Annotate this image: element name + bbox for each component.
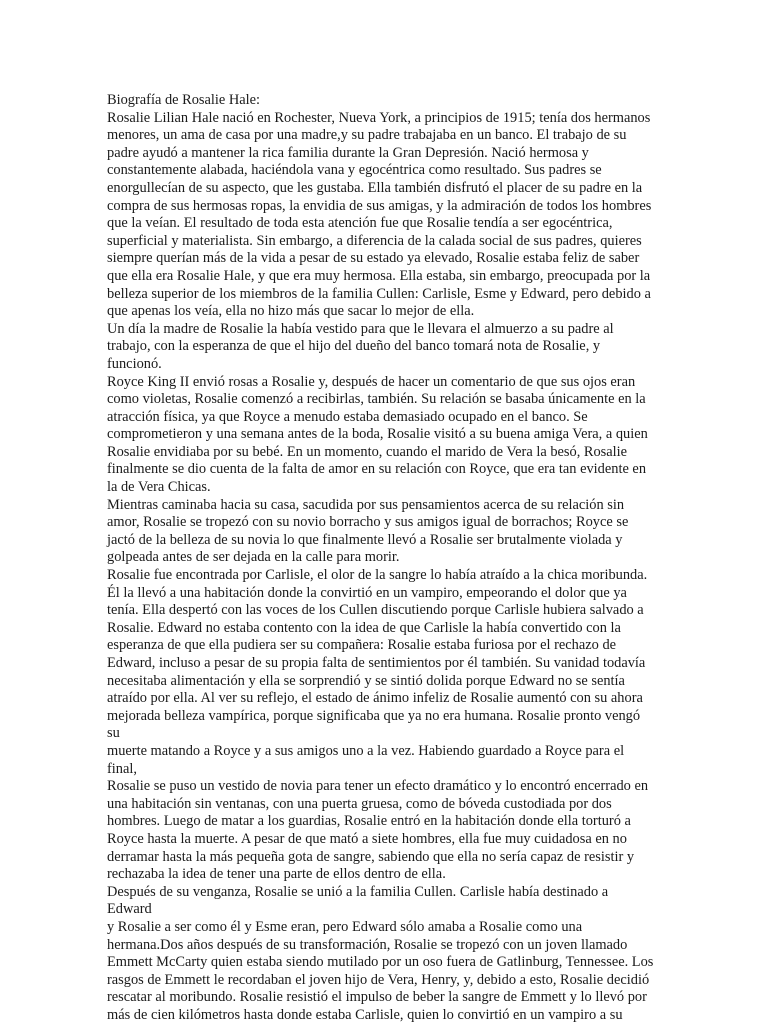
paragraph-1: Rosalie Lilian Hale nació en Rochester, Nueva York, a principios de 1915; tenía dos hermanos menores, un ama de casa por una madre,y su padre trabajaba en un banco. El trabajo de su padre ayudó a mantener la rica familia durante la Gran Depresión. Nació hermosa y constantemente alabada, haciéndola vana y egocéntrica como resultado. Sus padres se enorgullecían de su aspecto, que les gustaba. Ella también disfrutó el placer de su padre en la compra de sus hermosas ropas, la envidia de sus amigas, y la admiración de todos los hombres que la veían. El resultado de toda esta atención fue que Rosalie tendía a ser egocéntrica, superficial y materialista. Sin embargo, a diferencia de la calada social de sus padres, quieres siempre querían más de la vida a pesar de su estado ya elevado, Rosalie estaba feliz de saber que ella era Rosalie Hale, y que era muy hermosa. Ella estaba, sin embargo, preocupada por la belleza superior de los miembros de la familia Cullen: Carlisle, Esme y Edward, pero debido a que apenas los veía, ella no hizo más que sacar lo mejor de ella.	[107, 109, 652, 320]
paragraph-4: Rosalie fue encontrada por Carlisle, el olor de la sangre lo había atraído a la chica moribunda. Él la llevó a una habitación donde la convirtió en un vampiro, empeorando el dolor que ya tenía. Ella despertó con las voces de los Cullen discutiendo porque Carlisle hubiera salvado a Rosalie. Edward no estaba contento con la idea de que Carlisle la había convertido con la esperanza de que ella pudiera ser su compañera: Rosalie estaba furiosa por el rechazo de Edward, incluso a pesar de su propia falta de sentimientos por él también. Su vanidad todavía necesitaba alimentación y ella se sorprendió y se sintió dolida porque Edward no se sentía atraído por ella. Al ver su reflejo, el estado de ánimo infeliz de Rosalie aumentó con su ahora mejorada belleza vampírica, porque significaba que ya no era humana. Rosalie pronto vengó su muerte matando a Royce y a sus amigos uno a la vez. Habiendo guardado a Royce para el final, Rosalie se puso un vestido de novia para tener un efecto dramático y lo encontró encerrado en una habitación sin ventanas, con una puerta gruesa, como de bóveda custodiada por dos hombres. Luego de matar a los guardias, Rosalie entró en la habitación donde ella torturó a Royce hasta la muerte. A pesar de que mató a siete hombres, ella fue muy cuidadosa en no derramar hasta la más pequeña gota de sangre, sabiendo que ella no sería capaz de resistir y rechazaba la idea de tener una parte de ellos dentro de ella.	[107, 567, 649, 883]
paragraph-3: Mientras caminaba hacia su casa, sacudida por sus pensamientos acerca de su relación sin amor, Rosalie se tropezó con su novio borracho y sus amigos igual de borrachos; Royce se jactó de la belleza de su novia lo que finalmente llevó a Rosalie ser brutalmente violada y golpeada antes de ser dejada en la calle para morir.	[107, 496, 629, 566]
document-body	[107, 92, 655, 1024]
document-title: Biografía de Rosalie Hale:	[107, 92, 261, 108]
paragraph-5: Después de su venganza, Rosalie se unió a la familia Cullen. Carlisle había destinado a Edward y Rosalie a ser como él y Esme eran, pero Edward sólo amaba a Rosalie como una hermana.Dos años después de su transformación, Rosalie se tropezó con un joven llamado Emmett McCarty quien estaba siendo mutilado por un oso fuera de Gatlinburg, Tennessee. Los rasgos de Emmett le recordaban el joven hijo de Vera, Henry, y, debido a esto, Rosalie decidió rescatar al moribundo. Rosalie resistió el impulso de beber la sangre de Emmett y lo llevó por más de cien kilómetros hasta donde estaba Carlisle, quien lo convirtió en un vampiro a su	[107, 883, 654, 1023]
paragraph-2: Un día la madre de Rosalie la había vestido para que le llevara el almuerzo a su padre al trabajo, con la esperanza de que el hijo del dueño del banco tomará nota de Rosalie, y funcionó. Royce King II envió rosas a Rosalie y, después de hacer un comentario de que sus ojos eran como violetas, Rosalie comenzó a recibirlas, también. Su relación se basaba únicamente en la atracción física, ya que Royce a menudo estaba demasiado ocupado en el banco. Se comprometieron y una semana antes de la boda, Rosalie visitó a su buena amiga Vera, a quien Rosalie envidiaba por su bebé. En un momento, cuando el marido de Vera la besó, Rosalie finalmente se dio cuenta de la falta de amor en su relación con Royce, que era tan evidente en la de Vera Chicas.	[107, 320, 648, 496]
